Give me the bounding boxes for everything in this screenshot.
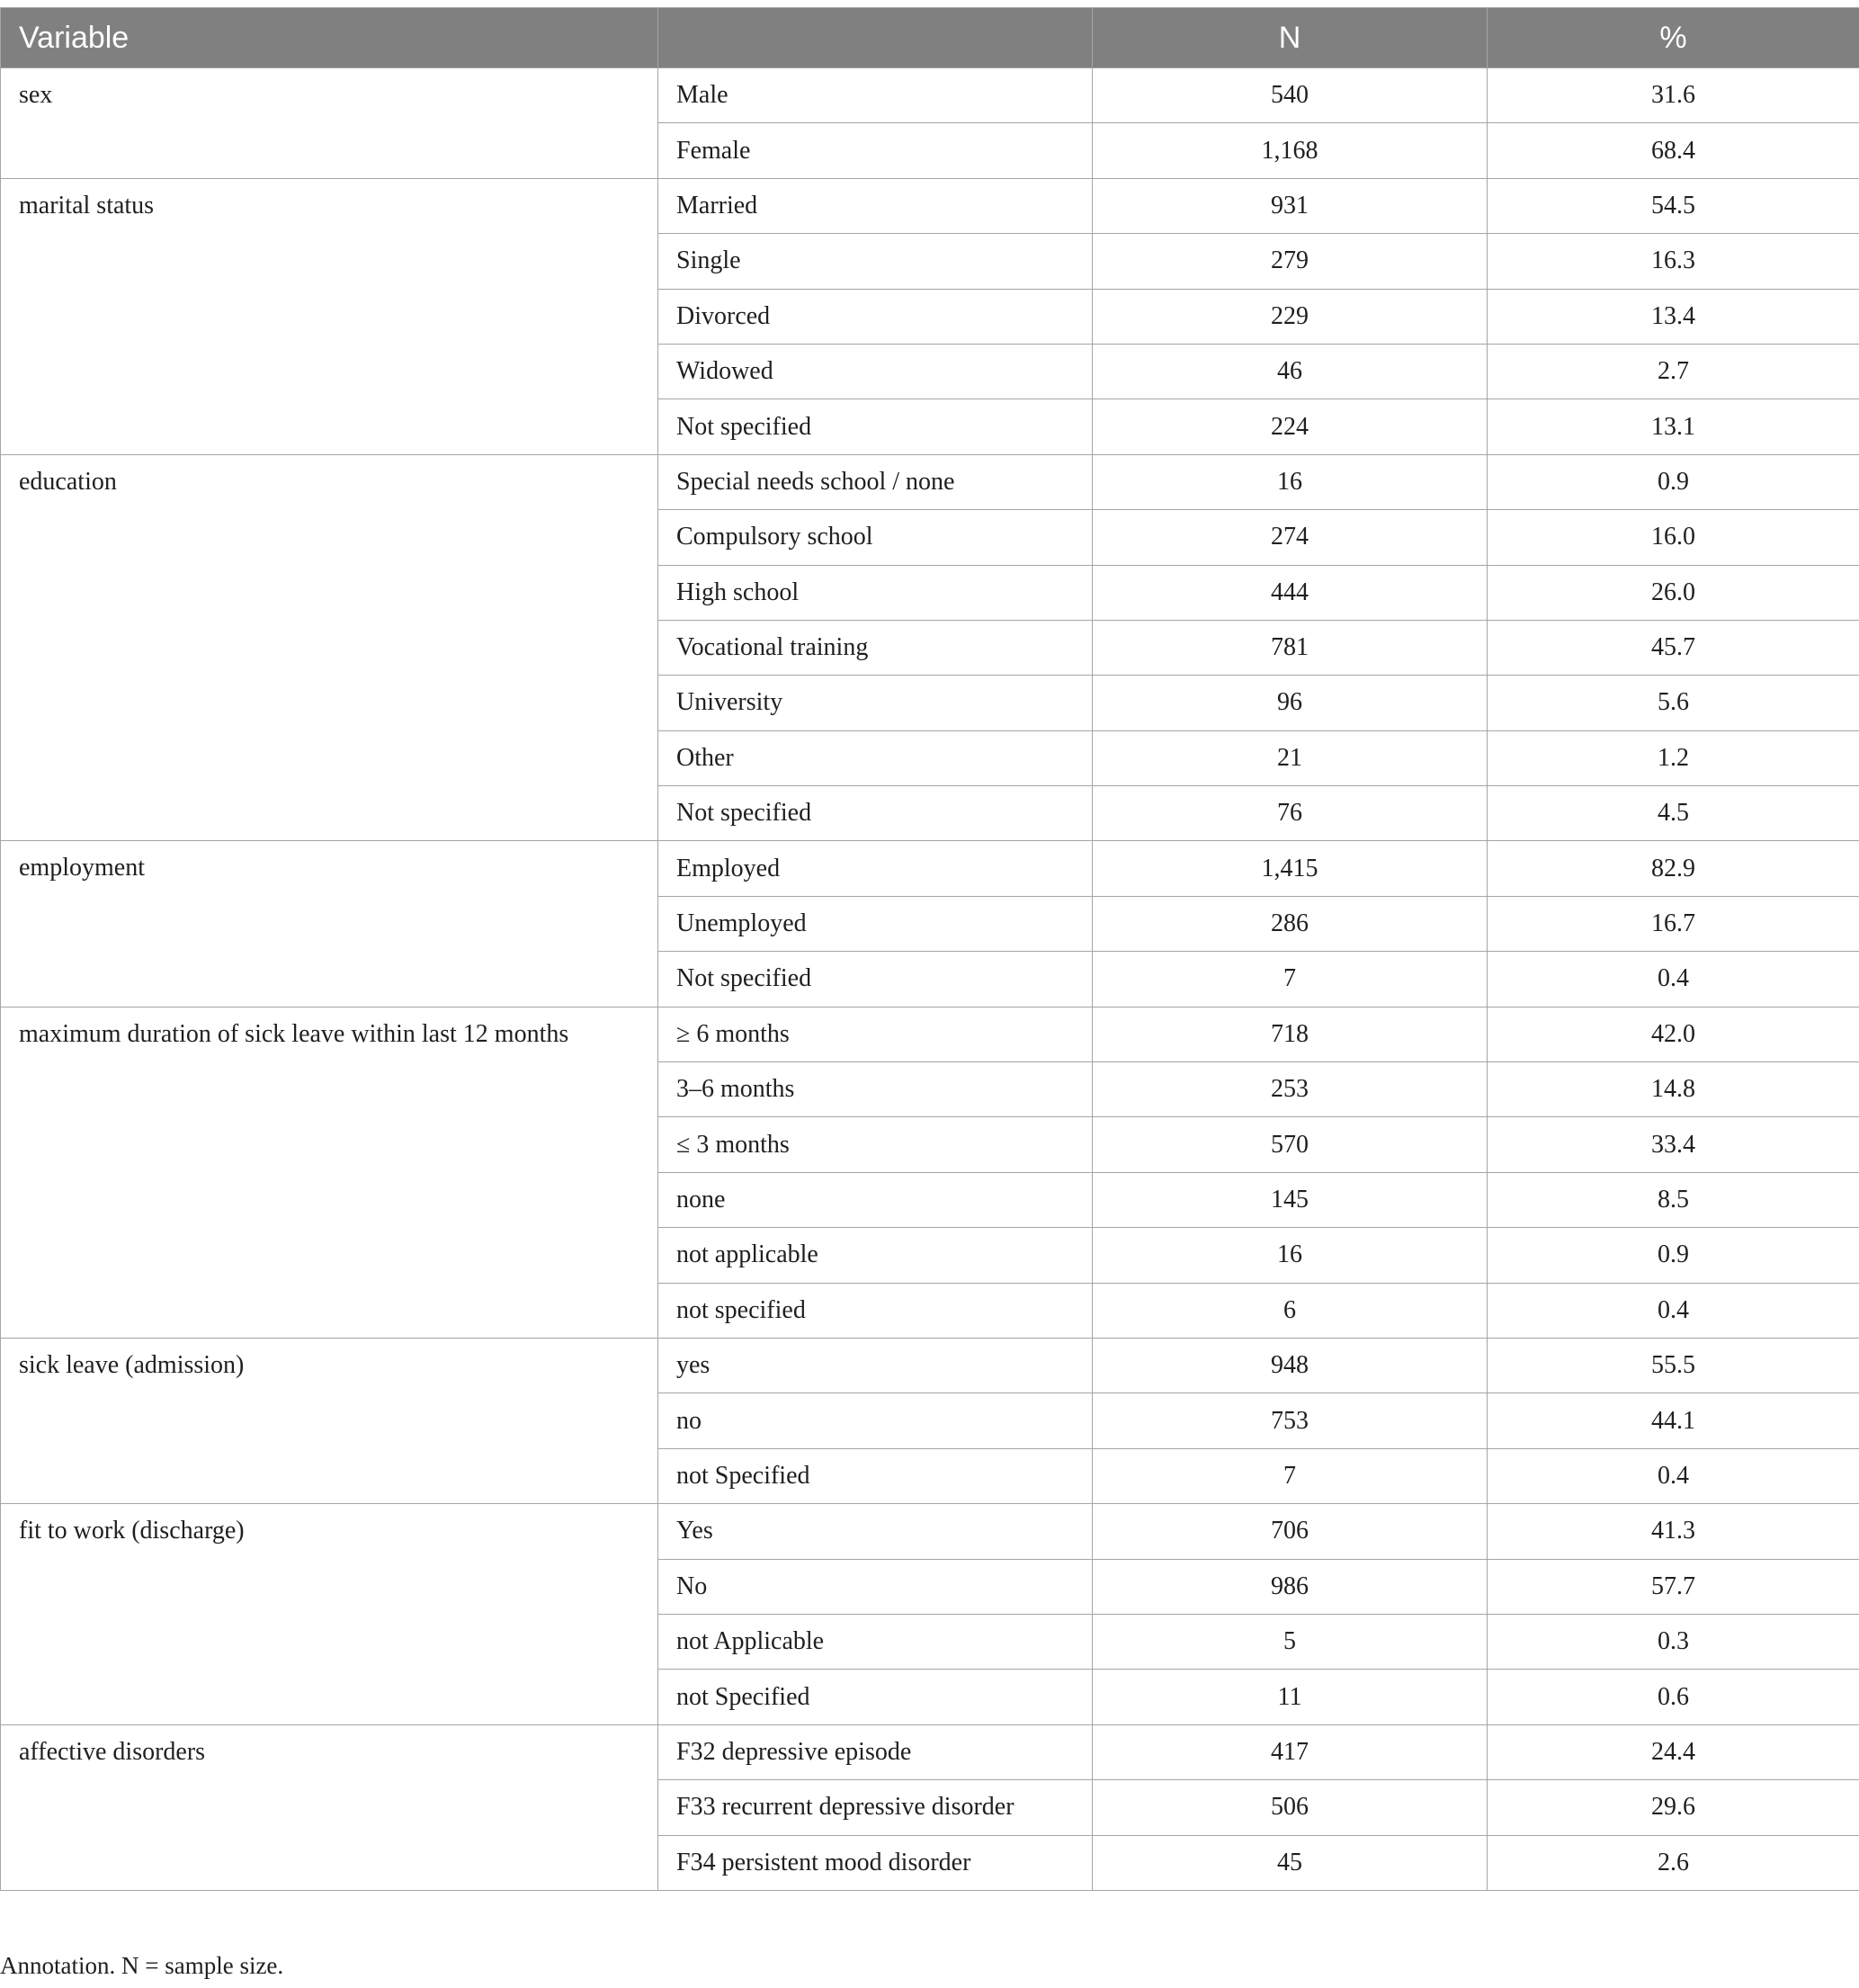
percent-cell: 0.6: [1488, 1670, 1859, 1724]
percent-cell: 2.7: [1488, 344, 1859, 398]
percent-cell: 0.9: [1488, 454, 1859, 509]
n-cell: 1,415: [1093, 841, 1488, 896]
n-cell: 224: [1093, 399, 1488, 454]
category-cell: Other: [658, 730, 1093, 785]
n-cell: 45: [1093, 1835, 1488, 1890]
n-cell: 570: [1093, 1117, 1488, 1172]
n-cell: 96: [1093, 676, 1488, 730]
n-cell: 7: [1093, 1448, 1488, 1503]
percent-cell: 16.3: [1488, 234, 1859, 289]
table-row: [1, 841, 1859, 896]
table-body: [1, 68, 1859, 1891]
n-cell: 1,168: [1093, 123, 1488, 178]
n-cell: 7: [1093, 952, 1488, 1007]
variable-cell: sick leave (admission): [1, 1338, 658, 1503]
category-cell: Not specified: [658, 399, 1093, 454]
category-cell: High school: [658, 565, 1093, 620]
n-cell: 274: [1093, 510, 1488, 565]
category-cell: University: [658, 676, 1093, 730]
percent-cell: 16.7: [1488, 896, 1859, 951]
category-cell: Vocational training: [658, 620, 1093, 675]
percent-cell: 44.1: [1488, 1393, 1859, 1448]
variable-cell: marital status: [1, 178, 658, 454]
n-cell: 286: [1093, 896, 1488, 951]
percent-cell: 0.4: [1488, 952, 1859, 1007]
table-row: [1, 68, 1859, 123]
n-cell: 279: [1093, 234, 1488, 289]
n-cell: 444: [1093, 565, 1488, 620]
table-header: [1, 8, 1859, 68]
category-cell: ≤ 3 months: [658, 1117, 1093, 1172]
percent-cell: 13.4: [1488, 289, 1859, 344]
percent-cell: 42.0: [1488, 1007, 1859, 1061]
category-cell: Yes: [658, 1504, 1093, 1559]
category-cell: F32 depressive episode: [658, 1724, 1093, 1779]
category-cell: not applicable: [658, 1228, 1093, 1283]
category-cell: not Specified: [658, 1448, 1093, 1503]
variable-cell: employment: [1, 841, 658, 1007]
category-cell: Compulsory school: [658, 510, 1093, 565]
category-cell: yes: [658, 1338, 1093, 1392]
percent-cell: 54.5: [1488, 178, 1859, 233]
table-container: [0, 7, 1859, 1891]
percent-cell: 41.3: [1488, 1504, 1859, 1559]
variable-cell: maximum duration of sick leave within last 12 months: [1, 1007, 658, 1338]
percent-cell: 13.1: [1488, 399, 1859, 454]
category-cell: none: [658, 1172, 1093, 1227]
category-cell: Not specified: [658, 952, 1093, 1007]
table-row: [1, 1338, 1859, 1392]
percent-cell: 26.0: [1488, 565, 1859, 620]
percent-cell: 45.7: [1488, 620, 1859, 675]
category-cell: No: [658, 1559, 1093, 1614]
n-cell: 21: [1093, 730, 1488, 785]
percent-cell: 0.3: [1488, 1614, 1859, 1669]
n-cell: 11: [1093, 1670, 1488, 1724]
category-cell: Employed: [658, 841, 1093, 896]
variable-cell: education: [1, 454, 658, 841]
n-cell: 16: [1093, 454, 1488, 509]
category-cell: F34 persistent mood disorder: [658, 1835, 1093, 1890]
category-cell: Married: [658, 178, 1093, 233]
n-cell: 253: [1093, 1062, 1488, 1117]
header-category: [658, 8, 1093, 68]
category-cell: F33 recurrent depressive disorder: [658, 1780, 1093, 1835]
header-percent: %: [1488, 8, 1859, 68]
sample-characteristics-table: [0, 7, 1859, 1891]
category-cell: no: [658, 1393, 1093, 1448]
n-cell: 229: [1093, 289, 1488, 344]
category-cell: not Applicable: [658, 1614, 1093, 1669]
percent-cell: 16.0: [1488, 510, 1859, 565]
n-cell: 145: [1093, 1172, 1488, 1227]
category-cell: Not specified: [658, 786, 1093, 841]
n-cell: 931: [1093, 178, 1488, 233]
header-n: N: [1093, 8, 1488, 68]
percent-cell: 31.6: [1488, 68, 1859, 123]
category-cell: Divorced: [658, 289, 1093, 344]
n-cell: 948: [1093, 1338, 1488, 1392]
n-cell: 506: [1093, 1780, 1488, 1835]
n-cell: 16: [1093, 1228, 1488, 1283]
percent-cell: 0.9: [1488, 1228, 1859, 1283]
n-cell: 781: [1093, 620, 1488, 675]
table-annotation: Annotation. N = sample size.: [0, 1952, 284, 1979]
percent-cell: 33.4: [1488, 1117, 1859, 1172]
percent-cell: 4.5: [1488, 786, 1859, 841]
percent-cell: 2.6: [1488, 1835, 1859, 1890]
percent-cell: 1.2: [1488, 730, 1859, 785]
percent-cell: 57.7: [1488, 1559, 1859, 1614]
percent-cell: 82.9: [1488, 841, 1859, 896]
percent-cell: 14.8: [1488, 1062, 1859, 1117]
n-cell: 718: [1093, 1007, 1488, 1061]
percent-cell: 0.4: [1488, 1448, 1859, 1503]
variable-cell: sex: [1, 68, 658, 179]
n-cell: 5: [1093, 1614, 1488, 1669]
table-row: [1, 1007, 1859, 1061]
category-cell: Unemployed: [658, 896, 1093, 951]
table-row: [1, 454, 1859, 509]
table-row: [1, 1724, 1859, 1779]
n-cell: 986: [1093, 1559, 1488, 1614]
percent-cell: 68.4: [1488, 123, 1859, 178]
percent-cell: 24.4: [1488, 1724, 1859, 1779]
percent-cell: 8.5: [1488, 1172, 1859, 1227]
percent-cell: 5.6: [1488, 676, 1859, 730]
header-variable: Variable: [1, 8, 658, 68]
n-cell: 6: [1093, 1283, 1488, 1338]
category-cell: not Specified: [658, 1670, 1093, 1724]
percent-cell: 55.5: [1488, 1338, 1859, 1392]
header-row: [1, 8, 1859, 68]
n-cell: 753: [1093, 1393, 1488, 1448]
variable-cell: fit to work (discharge): [1, 1504, 658, 1725]
table-row: [1, 1504, 1859, 1559]
table-row: [1, 178, 1859, 233]
n-cell: 76: [1093, 786, 1488, 841]
n-cell: 540: [1093, 68, 1488, 123]
n-cell: 706: [1093, 1504, 1488, 1559]
category-cell: not specified: [658, 1283, 1093, 1338]
percent-cell: 0.4: [1488, 1283, 1859, 1338]
category-cell: Male: [658, 68, 1093, 123]
n-cell: 417: [1093, 1724, 1488, 1779]
variable-cell: affective disorders: [1, 1724, 658, 1890]
category-cell: Widowed: [658, 344, 1093, 398]
category-cell: Single: [658, 234, 1093, 289]
category-cell: 3–6 months: [658, 1062, 1093, 1117]
category-cell: Special needs school / none: [658, 454, 1093, 509]
percent-cell: 29.6: [1488, 1780, 1859, 1835]
category-cell: Female: [658, 123, 1093, 178]
category-cell: ≥ 6 months: [658, 1007, 1093, 1061]
n-cell: 46: [1093, 344, 1488, 398]
